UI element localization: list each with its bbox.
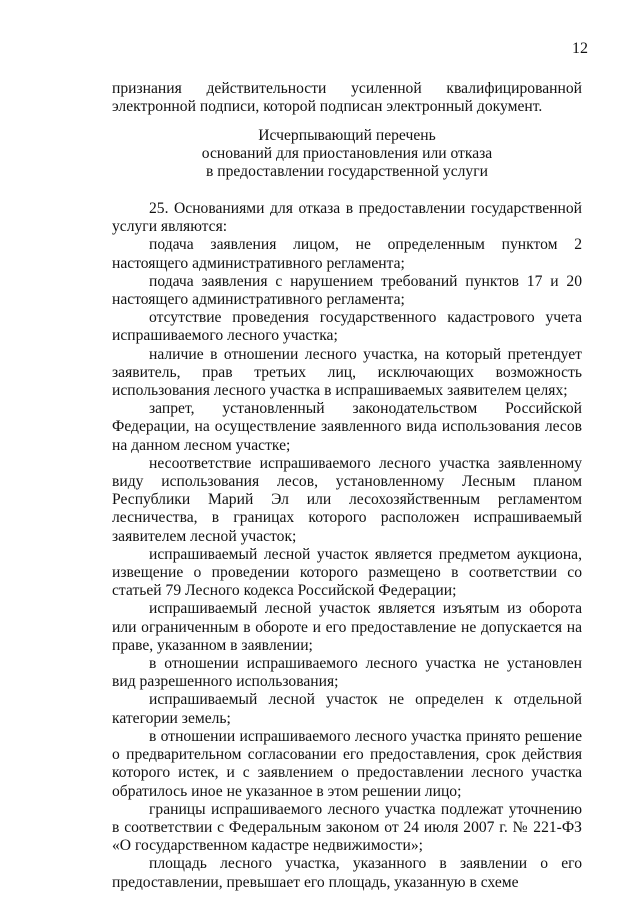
section-heading-line-2: оснований для приостановления или отказа [201, 145, 493, 163]
section-heading [112, 127, 582, 182]
continuation-paragraph: признания действительности усиленной квалифицированной электронной подписи, которой подписан электронный документ. [112, 80, 582, 116]
ground-item: запрет, установленный законодательством Российской Федерации, на осуществление заявленного вида использования лесов на данном лесном участке; [112, 400, 582, 454]
ground-item: испрашиваемый лесной участок является изъятым из оборота или ограниченным в обороте и его предоставление не допускается на праве, указанном в заявлении; [112, 600, 582, 654]
ground-item: подача заявления лицом, не определенным пунктом 2 настоящего административного регламента; [112, 236, 582, 272]
continuation-text [112, 80, 582, 116]
section-heading-line-3: в предоставлении государственной услуги [206, 163, 488, 181]
ground-item: несоответствие испрашиваемого лесного участка заявленному виду использования лесов, установленному Лесным планом Республики Марий Эл или лесохозяйственным регламентом лесничества, в границах которого расположен испрашиваемый заявителем лесной участок; [112, 454, 582, 545]
ground-item: испрашиваемый лесной участок является предметом аукциона, извещение о проведении которого размещено в соответствии со статьей 79 Лесного кодекса Российской Федерации; [112, 545, 582, 600]
paragraph-25-intro: 25. Основаниями для отказа в предоставлении государственной услуги являются: [112, 200, 582, 236]
ground-item: в отношении испрашиваемого лесного участка принято решение о предварительном согласовании его предоставления, срок действия которого истек, и с заявлением о предоставлении лесного участка обратилось иное не указанное в этом решении лицо; [112, 727, 582, 800]
ground-item: отсутствие проведения государственного кадастрового учета испрашиваемого лесного участка; [112, 309, 582, 345]
ground-item: границы испрашиваемого лесного участка подлежат уточнению в соответствии с Федеральным законом от 24 июля 2007 г. № 221-ФЗ «О государственном кадастре недвижимости»; [112, 800, 582, 855]
ground-item: в отношении испрашиваемого лесного участка не установлен вид разрешенного использования; [112, 655, 582, 691]
section-heading-line-1: Исчерпывающий перечень [258, 127, 436, 144]
ground-item: подача заявления с нарушением требований пунктов 17 и 20 настоящего административного регламента; [112, 272, 582, 309]
ground-item: испрашиваемый лесной участок не определен к отдельной категории земель; [112, 691, 582, 727]
ground-item: площадь лесного участка, указанного в заявлении о его предоставлении, превышает его площадь, указанную в схеме [112, 855, 582, 891]
grounds-list [112, 200, 582, 892]
page-number: 12 [572, 40, 588, 57]
ground-item: наличие в отношении лесного участка, на который претендует заявитель, прав третьих лиц, исключающих возможность использования лесного участка в испрашиваемых заявителем целях; [112, 345, 582, 400]
